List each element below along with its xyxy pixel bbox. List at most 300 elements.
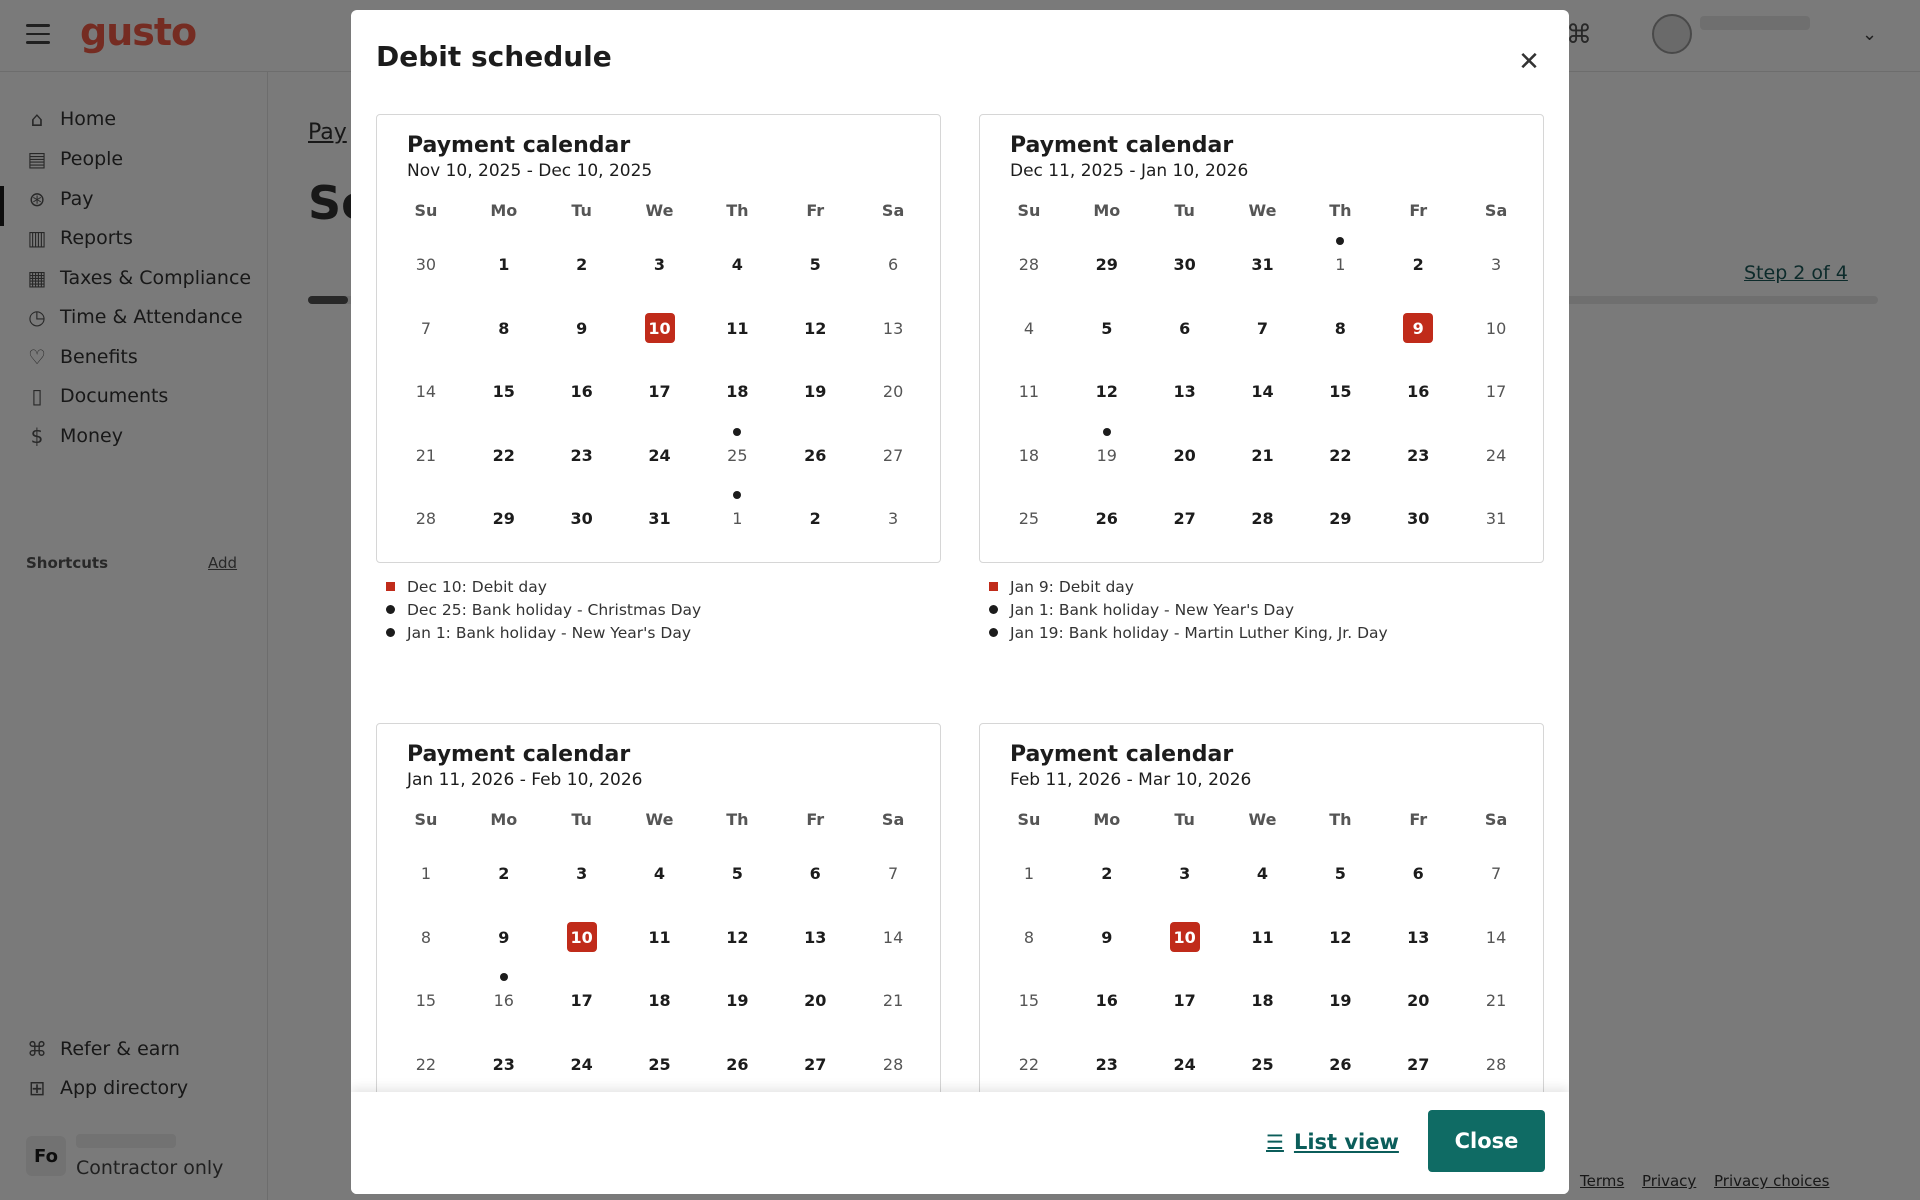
day-number: 1	[420, 864, 432, 884]
day-number: 3	[1179, 864, 1191, 884]
calendar-day-cell[interactable]	[854, 906, 932, 970]
holiday-dot-icon	[1103, 428, 1111, 436]
calendar-day-cell[interactable]	[1224, 297, 1302, 361]
day-number: 22	[415, 1054, 437, 1074]
calendar-day-cell[interactable]	[387, 297, 465, 361]
weekday-label: Su	[414, 201, 438, 220]
calendar-day-cell[interactable]	[854, 424, 932, 488]
calendar-day-cell[interactable]	[776, 842, 854, 906]
weekday-label: Su	[1017, 810, 1041, 829]
day-number: 4	[1023, 318, 1035, 338]
day-number: 8	[1023, 927, 1035, 947]
day-number: 9	[1403, 313, 1433, 343]
day-number: 19	[804, 382, 827, 402]
day-number: 2	[498, 864, 510, 884]
weekday-label: Th	[1329, 810, 1352, 829]
calendar-day-cell[interactable]	[1379, 487, 1457, 551]
day-number: 28	[882, 1054, 904, 1074]
calendar-day-cell[interactable]	[854, 969, 932, 1033]
calendar-grid	[990, 233, 1535, 551]
holiday-dot-icon	[733, 491, 741, 499]
weekday-label: Tu	[1174, 201, 1195, 220]
day-number: 3	[887, 509, 899, 529]
calendar-title: Payment calendar	[1010, 742, 1234, 767]
day-number: 6	[1179, 318, 1191, 338]
day-number: 31	[1485, 509, 1507, 529]
debit-day-cell[interactable]	[1379, 297, 1457, 361]
day-number: 24	[570, 1054, 593, 1074]
calendar-week-row	[990, 360, 1535, 424]
debit-day-cell[interactable]	[1146, 906, 1224, 970]
holiday-day-cell[interactable]	[698, 487, 776, 551]
weekday-label: Tu	[571, 201, 592, 220]
calendar-grid	[387, 842, 932, 1096]
calendar-day-cell[interactable]	[543, 842, 621, 906]
day-number: 13	[1173, 382, 1196, 402]
legend-text: Jan 1: Bank holiday - New Year's Day	[407, 623, 691, 642]
day-number: 13	[804, 927, 827, 947]
calendar-day-cell[interactable]	[1224, 233, 1302, 297]
day-number: 8	[498, 318, 510, 338]
calendar-day-cell[interactable]	[1457, 842, 1535, 906]
day-number: 9	[498, 927, 510, 947]
calendar-week-row	[387, 906, 932, 970]
calendar-week-row	[990, 487, 1535, 551]
calendar-day-cell[interactable]	[698, 360, 776, 424]
dialog-body[interactable]	[351, 94, 1569, 1104]
holiday-day-cell[interactable]	[1301, 233, 1379, 297]
calendar-week-row	[990, 969, 1535, 1033]
calendar-day-cell[interactable]	[1379, 233, 1457, 297]
day-number: 17	[570, 991, 593, 1011]
calendar-day-cell[interactable]	[543, 233, 621, 297]
calendar-day-cell[interactable]	[387, 487, 465, 551]
day-number: 3	[653, 255, 666, 275]
day-number: 14	[1485, 927, 1507, 947]
day-number: 18	[1018, 445, 1040, 465]
day-number: 21	[1485, 991, 1507, 1011]
day-number: 23	[1095, 1054, 1118, 1074]
debit-schedule-dialog	[351, 10, 1569, 1194]
close-icon[interactable]: ✕	[1518, 47, 1540, 77]
calendar-day-cell[interactable]	[621, 1033, 699, 1097]
weekday-label: Tu	[571, 810, 592, 829]
legend-bank-holiday	[376, 621, 941, 644]
day-number: 17	[1485, 382, 1507, 402]
calendar-day-cell[interactable]	[1068, 233, 1146, 297]
calendar-day-cell[interactable]	[1224, 906, 1302, 970]
day-number: 17	[648, 382, 671, 402]
calendar-day-cell[interactable]	[465, 424, 543, 488]
weekday-label: Fr	[806, 201, 825, 220]
holiday-day-cell[interactable]	[698, 424, 776, 488]
weekday-label: We	[645, 810, 674, 829]
calendar-date-range: Feb 11, 2026 - Mar 10, 2026	[1010, 770, 1252, 790]
calendar-day-cell[interactable]	[1224, 969, 1302, 1033]
calendar-day-cell[interactable]	[465, 487, 543, 551]
day-number: 29	[1329, 509, 1352, 529]
day-number: 22	[492, 445, 515, 465]
day-number: 18	[726, 382, 749, 402]
calendar-day-cell[interactable]	[1068, 297, 1146, 361]
calendar-day-cell[interactable]	[1301, 1033, 1379, 1097]
day-number: 2	[809, 509, 821, 529]
day-number: 28	[1018, 255, 1040, 275]
holiday-dot-icon	[386, 628, 395, 637]
calendar-day-cell[interactable]	[621, 842, 699, 906]
weekday-label: Th	[726, 810, 749, 829]
day-number: 20	[1173, 445, 1196, 465]
day-number: 5	[731, 864, 743, 884]
legend-debit-day	[376, 575, 941, 598]
calendar-day-cell[interactable]	[1301, 297, 1379, 361]
day-number: 10	[567, 922, 597, 952]
calendar-day-cell[interactable]	[1146, 1033, 1224, 1097]
list-view-label: List view	[1293, 1130, 1399, 1154]
weekday-header	[387, 810, 932, 832]
calendar-day-cell[interactable]	[854, 1033, 932, 1097]
calendar-day-cell[interactable]	[543, 360, 621, 424]
day-number: 15	[1018, 991, 1040, 1011]
calendar-day-cell[interactable]	[1146, 842, 1224, 906]
day-number: 23	[492, 1054, 515, 1074]
day-number: 11	[1251, 927, 1274, 947]
holiday-day-cell[interactable]	[465, 969, 543, 1033]
day-number: 24	[1485, 445, 1507, 465]
debit-day-cell[interactable]	[621, 297, 699, 361]
calendar-day-cell[interactable]	[854, 360, 932, 424]
day-number: 16	[570, 382, 593, 402]
calendar-week-row	[387, 297, 932, 361]
legend-text: Jan 19: Bank holiday - Martin Luther King, Jr. Day	[1010, 623, 1388, 642]
calendar-day-cell[interactable]	[621, 906, 699, 970]
day-number: 18	[648, 991, 671, 1011]
holiday-day-cell[interactable]	[1068, 424, 1146, 488]
day-number: 19	[1329, 991, 1352, 1011]
weekday-label: Sa	[1484, 810, 1508, 829]
legend-text: Jan 9: Debit day	[1010, 577, 1134, 596]
day-number: 28	[1485, 1054, 1507, 1074]
calendar-day-cell[interactable]	[465, 360, 543, 424]
calendar-day-cell[interactable]	[1457, 360, 1535, 424]
calendar-day-cell[interactable]	[387, 906, 465, 970]
calendar-day-cell[interactable]	[1301, 969, 1379, 1033]
calendar-day-cell[interactable]	[990, 842, 1068, 906]
payment-calendar-card	[376, 114, 941, 563]
day-number: 26	[1095, 509, 1118, 529]
calendar-day-cell[interactable]	[854, 297, 932, 361]
day-number: 2	[576, 255, 588, 275]
calendar-day-cell[interactable]	[776, 360, 854, 424]
calendar-day-cell[interactable]	[854, 233, 932, 297]
day-number: 3	[1490, 255, 1502, 275]
day-number: 25	[727, 445, 748, 465]
calendar-day-cell[interactable]	[1379, 1033, 1457, 1097]
dialog-title: Debit schedule	[376, 40, 612, 73]
calendar-day-cell[interactable]	[698, 233, 776, 297]
weekday-label: Sa	[881, 810, 905, 829]
weekday-label: Th	[1329, 201, 1352, 220]
calendar-day-cell[interactable]	[854, 487, 932, 551]
weekday-label: Sa	[881, 201, 905, 220]
holiday-dot-icon	[989, 628, 998, 637]
calendar-day-cell[interactable]	[387, 360, 465, 424]
day-number: 30	[415, 255, 437, 275]
day-number: 7	[1490, 864, 1502, 884]
holiday-dot-icon	[733, 428, 741, 436]
calendar-day-cell[interactable]	[465, 297, 543, 361]
weekday-label: Mo	[1093, 201, 1121, 220]
day-number: 1	[732, 509, 743, 529]
calendar-week-row	[990, 297, 1535, 361]
calendar-day-cell[interactable]	[1146, 233, 1224, 297]
calendar-day-cell[interactable]	[990, 1033, 1068, 1097]
calendar-day-cell[interactable]	[621, 487, 699, 551]
calendar-day-cell[interactable]	[1379, 360, 1457, 424]
calendar-week-row	[990, 233, 1535, 297]
calendar-day-cell[interactable]	[1146, 487, 1224, 551]
calendar-day-cell[interactable]	[387, 969, 465, 1033]
calendar-day-cell[interactable]	[698, 842, 776, 906]
calendar-day-cell[interactable]	[1224, 360, 1302, 424]
holiday-dot-icon	[386, 605, 395, 614]
weekday-label: We	[1248, 810, 1277, 829]
calendar-day-cell[interactable]	[387, 1033, 465, 1097]
legend-text: Dec 10: Debit day	[407, 577, 547, 596]
dialog-footer	[351, 1092, 1569, 1194]
calendar-week-row	[387, 360, 932, 424]
calendar-day-cell[interactable]	[1457, 297, 1535, 361]
day-number: 27	[1407, 1054, 1430, 1074]
calendar-day-cell[interactable]	[1379, 906, 1457, 970]
day-number: 29	[1095, 255, 1118, 275]
day-number: 22	[1018, 1054, 1040, 1074]
calendar-day-cell[interactable]	[990, 233, 1068, 297]
day-number: 6	[887, 255, 899, 275]
day-number: 24	[1173, 1054, 1196, 1074]
calendar-day-cell[interactable]	[1224, 1033, 1302, 1097]
day-number: 8	[420, 927, 432, 947]
legend-bank-holiday	[979, 598, 1544, 621]
calendar-day-cell[interactable]	[1301, 906, 1379, 970]
day-number: 8	[1334, 318, 1346, 338]
calendar-day-cell[interactable]	[1146, 360, 1224, 424]
calendar-legend	[376, 575, 941, 644]
day-number: 1	[1023, 864, 1035, 884]
list-view-button[interactable]	[1266, 1124, 1399, 1160]
weekday-label: Fr	[806, 810, 825, 829]
day-number: 30	[1407, 509, 1430, 529]
calendar-week-row	[990, 906, 1535, 970]
day-number: 28	[415, 509, 437, 529]
calendar-day-cell[interactable]	[1379, 842, 1457, 906]
calendar-day-cell[interactable]	[621, 969, 699, 1033]
weekday-label: Su	[414, 810, 438, 829]
payment-calendar-card	[376, 723, 941, 1104]
calendar-day-cell[interactable]	[1457, 969, 1535, 1033]
calendar-day-cell[interactable]	[621, 233, 699, 297]
legend-debit-day	[979, 575, 1544, 598]
day-number: 12	[1095, 382, 1118, 402]
day-number: 14	[1251, 382, 1274, 402]
day-number: 13	[882, 318, 904, 338]
payment-calendar-card	[979, 114, 1544, 563]
weekday-label: Fr	[1409, 810, 1428, 829]
calendar-day-cell[interactable]	[1068, 1033, 1146, 1097]
calendar-day-cell[interactable]	[1301, 842, 1379, 906]
calendar-day-cell[interactable]	[1068, 360, 1146, 424]
weekday-label: We	[1248, 201, 1277, 220]
calendar-week-row	[990, 842, 1535, 906]
day-number: 27	[1173, 509, 1196, 529]
weekday-header	[990, 201, 1535, 223]
calendar-day-cell[interactable]	[990, 424, 1068, 488]
calendar-day-cell[interactable]	[776, 424, 854, 488]
calendar-day-cell[interactable]	[1457, 906, 1535, 970]
calendar-day-cell[interactable]	[1068, 906, 1146, 970]
calendar-day-cell[interactable]	[465, 233, 543, 297]
day-number: 23	[1407, 445, 1430, 465]
calendar-day-cell[interactable]	[621, 424, 699, 488]
calendar-day-cell[interactable]	[1224, 487, 1302, 551]
calendar-day-cell[interactable]	[1457, 233, 1535, 297]
holiday-dot-icon	[1336, 237, 1344, 245]
calendar-day-cell[interactable]	[776, 487, 854, 551]
calendar-day-cell[interactable]	[990, 297, 1068, 361]
day-number: 26	[726, 1054, 749, 1074]
day-number: 11	[648, 927, 671, 947]
day-number: 7	[420, 318, 432, 338]
calendar-day-cell[interactable]	[387, 424, 465, 488]
day-number: 5	[1101, 318, 1113, 338]
day-number: 19	[1096, 445, 1117, 465]
calendar-day-cell[interactable]	[698, 906, 776, 970]
day-number: 15	[415, 991, 437, 1011]
calendar-day-cell[interactable]	[1224, 424, 1302, 488]
calendar-day-cell[interactable]	[465, 1033, 543, 1097]
day-number: 2	[1412, 255, 1424, 275]
calendar-grid	[387, 233, 932, 551]
calendar-day-cell[interactable]	[698, 969, 776, 1033]
calendar-day-cell[interactable]	[1146, 297, 1224, 361]
day-number: 17	[1173, 991, 1196, 1011]
calendar-day-cell[interactable]	[776, 1033, 854, 1097]
day-number: 10	[1170, 922, 1200, 952]
calendar-day-cell[interactable]	[1457, 1033, 1535, 1097]
calendar-day-cell[interactable]	[1301, 360, 1379, 424]
calendar-week-row	[387, 969, 932, 1033]
calendar-day-cell[interactable]	[1068, 969, 1146, 1033]
payment-calendar-card	[979, 723, 1544, 1104]
legend-text: Jan 1: Bank holiday - New Year's Day	[1010, 600, 1294, 619]
calendar-day-cell[interactable]	[1301, 424, 1379, 488]
calendar-day-cell[interactable]	[1301, 487, 1379, 551]
calendar-date-range: Dec 11, 2025 - Jan 10, 2026	[1010, 161, 1249, 181]
calendar-day-cell[interactable]	[776, 233, 854, 297]
weekday-label: Sa	[1484, 201, 1508, 220]
calendar-day-cell[interactable]	[1068, 842, 1146, 906]
calendar-day-cell[interactable]	[543, 1033, 621, 1097]
day-number: 2	[1101, 864, 1113, 884]
calendar-date-range: Jan 11, 2026 - Feb 10, 2026	[407, 770, 643, 790]
calendar-day-cell[interactable]	[698, 297, 776, 361]
weekday-header	[387, 201, 932, 223]
weekday-label: We	[645, 201, 674, 220]
calendar-day-cell[interactable]	[1379, 969, 1457, 1033]
day-number: 11	[1018, 382, 1040, 402]
debit-day-cell[interactable]	[543, 906, 621, 970]
calendar-day-cell[interactable]	[1146, 424, 1224, 488]
day-number: 26	[1329, 1054, 1352, 1074]
calendar-week-row	[990, 1033, 1535, 1097]
day-number: 4	[653, 864, 666, 884]
calendar-day-cell[interactable]	[1224, 842, 1302, 906]
calendar-day-cell[interactable]	[776, 297, 854, 361]
calendar-day-cell[interactable]	[1068, 487, 1146, 551]
calendar-day-cell[interactable]	[776, 906, 854, 970]
calendar-day-cell[interactable]	[387, 842, 465, 906]
calendar-day-cell[interactable]	[1379, 424, 1457, 488]
calendar-day-cell[interactable]	[543, 969, 621, 1033]
day-number: 21	[1251, 445, 1274, 465]
calendar-day-cell[interactable]	[543, 297, 621, 361]
day-number: 19	[726, 991, 749, 1011]
calendar-day-cell[interactable]	[698, 1033, 776, 1097]
legend-text: Dec 25: Bank holiday - Christmas Day	[407, 600, 702, 619]
holiday-dot-icon	[500, 973, 508, 981]
calendar-day-cell[interactable]	[543, 424, 621, 488]
day-number: 25	[648, 1054, 671, 1074]
calendar-day-cell[interactable]	[990, 906, 1068, 970]
day-number: 28	[1251, 509, 1274, 529]
weekday-label: Tu	[1174, 810, 1195, 829]
day-number: 4	[731, 255, 743, 275]
calendar-day-cell[interactable]	[465, 906, 543, 970]
calendar-day-cell[interactable]	[543, 487, 621, 551]
day-number: 5	[809, 255, 821, 275]
calendar-day-cell[interactable]	[990, 487, 1068, 551]
day-number: 14	[882, 927, 904, 947]
calendar-day-cell[interactable]	[990, 969, 1068, 1033]
calendar-day-cell[interactable]	[465, 842, 543, 906]
calendar-day-cell[interactable]	[1457, 424, 1535, 488]
day-number: 30	[570, 509, 593, 529]
day-number: 12	[726, 927, 749, 947]
calendar-day-cell[interactable]	[621, 360, 699, 424]
calendar-grid	[990, 842, 1535, 1096]
close-button[interactable]: Close	[1428, 1110, 1545, 1172]
day-number: 21	[882, 991, 904, 1011]
day-number: 20	[882, 382, 904, 402]
calendar-day-cell[interactable]	[387, 233, 465, 297]
day-number: 16	[493, 991, 514, 1011]
calendar-day-cell[interactable]	[1457, 487, 1535, 551]
calendar-week-row	[387, 842, 932, 906]
day-number: 29	[492, 509, 515, 529]
calendar-day-cell[interactable]	[1146, 969, 1224, 1033]
day-number: 20	[1407, 991, 1430, 1011]
weekday-label: Mo	[1093, 810, 1121, 829]
day-number: 22	[1329, 445, 1352, 465]
day-number: 31	[1251, 255, 1274, 275]
calendar-day-cell[interactable]	[776, 969, 854, 1033]
weekday-label: Mo	[490, 810, 518, 829]
day-number: 21	[415, 445, 437, 465]
calendar-day-cell[interactable]	[854, 842, 932, 906]
day-number: 14	[415, 382, 437, 402]
legend-bank-holiday	[979, 621, 1544, 644]
calendar-day-cell[interactable]	[990, 360, 1068, 424]
